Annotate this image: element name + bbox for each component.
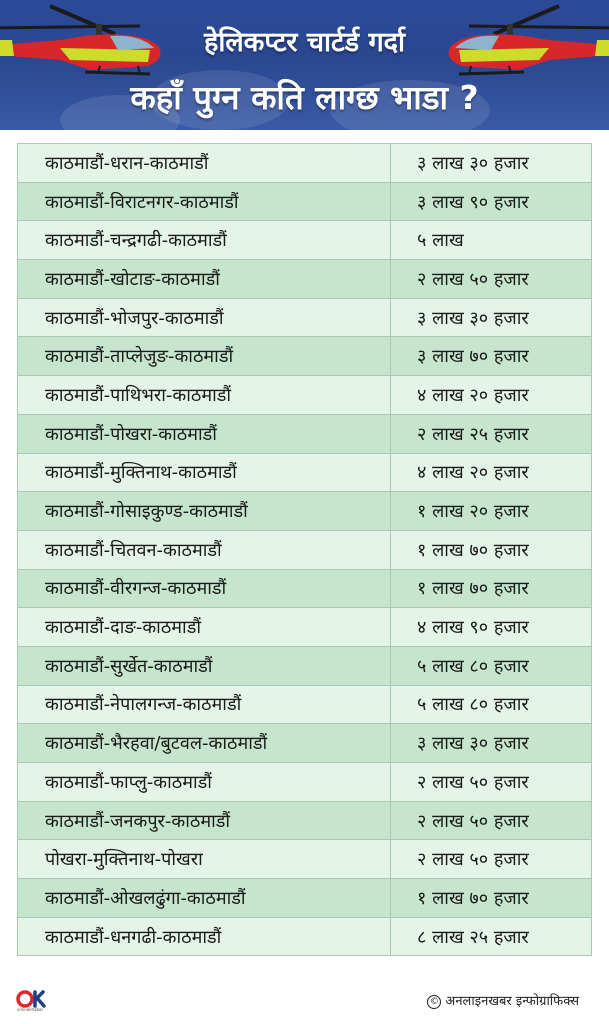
table-row — [18, 260, 591, 299]
logo-text: onlinekhabar — [17, 1007, 44, 1012]
fare-table — [17, 143, 592, 956]
price-cell: १ लाख ७० हजार — [391, 530, 592, 569]
price-cell: ५ लाख — [391, 221, 592, 260]
route-cell: काठमाडौं-गोसाइकुण्ड-काठमाडौं — [18, 492, 391, 531]
route-cell: काठमाडौं-चन्द्रगढी-काठमाडौं — [18, 221, 391, 260]
route-cell: काठमाडौं-धरान-काठमाडौं — [18, 144, 391, 182]
price-cell: २ लाख ५० हजार — [391, 840, 592, 879]
table-row — [18, 724, 591, 763]
price-cell: ३ लाख ३० हजार — [391, 298, 592, 337]
table-row — [18, 221, 591, 260]
route-cell: काठमाडौं-ओखलढुंगा-काठमाडौं — [18, 879, 391, 918]
table-row — [18, 646, 591, 685]
price-cell: ४ लाख २० हजार — [391, 453, 592, 492]
route-cell: काठमाडौं-भैरहवा/बुटवल-काठमाडौं — [18, 724, 391, 763]
table-row — [18, 414, 591, 453]
table-row — [18, 182, 591, 221]
route-cell: काठमाडौं-नेपालगन्ज-काठमाडौं — [18, 685, 391, 724]
price-cell: ५ लाख ८० हजार — [391, 685, 592, 724]
footer-credit — [427, 991, 579, 1009]
route-cell: काठमाडौं-भोजपुर-काठमाडौं — [18, 298, 391, 337]
route-cell: काठमाडौं-मुक्तिनाथ-काठमाडौं — [18, 453, 391, 492]
title-line-1: हेलिकप्टर चार्टर्ड गर्दा — [204, 27, 405, 58]
price-cell: ८ लाख २५ हजार — [391, 917, 592, 955]
route-cell: काठमाडौं-दाङ-काठमाडौं — [18, 608, 391, 647]
table-row — [18, 492, 591, 531]
price-cell: २ लाख ५० हजार — [391, 763, 592, 802]
credit-text: अनलाइनखबर इन्फोग्राफिक्स — [445, 994, 579, 1009]
table-row — [18, 569, 591, 608]
route-cell: काठमाडौं-खोटाङ-काठमाडौं — [18, 260, 391, 299]
route-cell: काठमाडौं-पोखरा-काठमाडौं — [18, 414, 391, 453]
price-cell: ३ लाख ३० हजार — [391, 144, 592, 182]
table-row — [18, 685, 591, 724]
title-line-2: कहाँ पुग्न कति लाग्छ भाडा ? — [130, 78, 479, 117]
price-cell: १ लाख ७० हजार — [391, 569, 592, 608]
route-cell: काठमाडौं-ताप्लेजुङ-काठमाडौं — [18, 337, 391, 376]
route-cell: काठमाडौं-जनकपुर-काठमाडौं — [18, 801, 391, 840]
table-row — [18, 298, 591, 337]
price-cell: ३ लाख ९० हजार — [391, 182, 592, 221]
route-cell: काठमाडौं-धनगढी-काठमाडौं — [18, 917, 391, 955]
header-banner — [0, 0, 609, 130]
price-cell: २ लाख ५० हजार — [391, 260, 592, 299]
route-cell: काठमाडौं-वीरगन्ज-काठमाडौं — [18, 569, 391, 608]
route-cell: काठमाडौं-पाथिभरा-काठमाडौं — [18, 376, 391, 415]
route-cell: काठमाडौं-चितवन-काठमाडौं — [18, 530, 391, 569]
price-cell: २ लाख २५ हजार — [391, 414, 592, 453]
table-row — [18, 337, 591, 376]
table-row — [18, 763, 591, 802]
table-row — [18, 530, 591, 569]
table-row — [18, 144, 591, 182]
price-cell: ३ लाख ७० हजार — [391, 337, 592, 376]
route-cell: काठमाडौं-विराटनगर-काठमाडौं — [18, 182, 391, 221]
table-row — [18, 453, 591, 492]
route-cell: काठमाडौं-सुर्खेत-काठमाडौं — [18, 646, 391, 685]
table-row — [18, 376, 591, 415]
price-cell: ५ लाख ८० हजार — [391, 646, 592, 685]
price-cell: ४ लाख ९० हजार — [391, 608, 592, 647]
price-cell: १ लाख २० हजार — [391, 492, 592, 531]
route-cell: पोखरा-मुक्तिनाथ-पोखरा — [18, 840, 391, 879]
price-cell: २ लाख ५० हजार — [391, 801, 592, 840]
table-row — [18, 608, 591, 647]
copyright-icon: © — [427, 995, 441, 1009]
price-cell: ४ लाख २० हजार — [391, 376, 592, 415]
price-cell: ३ लाख ३० हजार — [391, 724, 592, 763]
table-row — [18, 801, 591, 840]
table-row — [18, 840, 591, 879]
table-row — [18, 917, 591, 955]
onlinekhabar-logo-icon — [16, 990, 52, 1012]
route-cell: काठमाडौं-फाप्लु-काठमाडौं — [18, 763, 391, 802]
table-row — [18, 879, 591, 918]
price-cell: १ लाख ७० हजार — [391, 879, 592, 918]
